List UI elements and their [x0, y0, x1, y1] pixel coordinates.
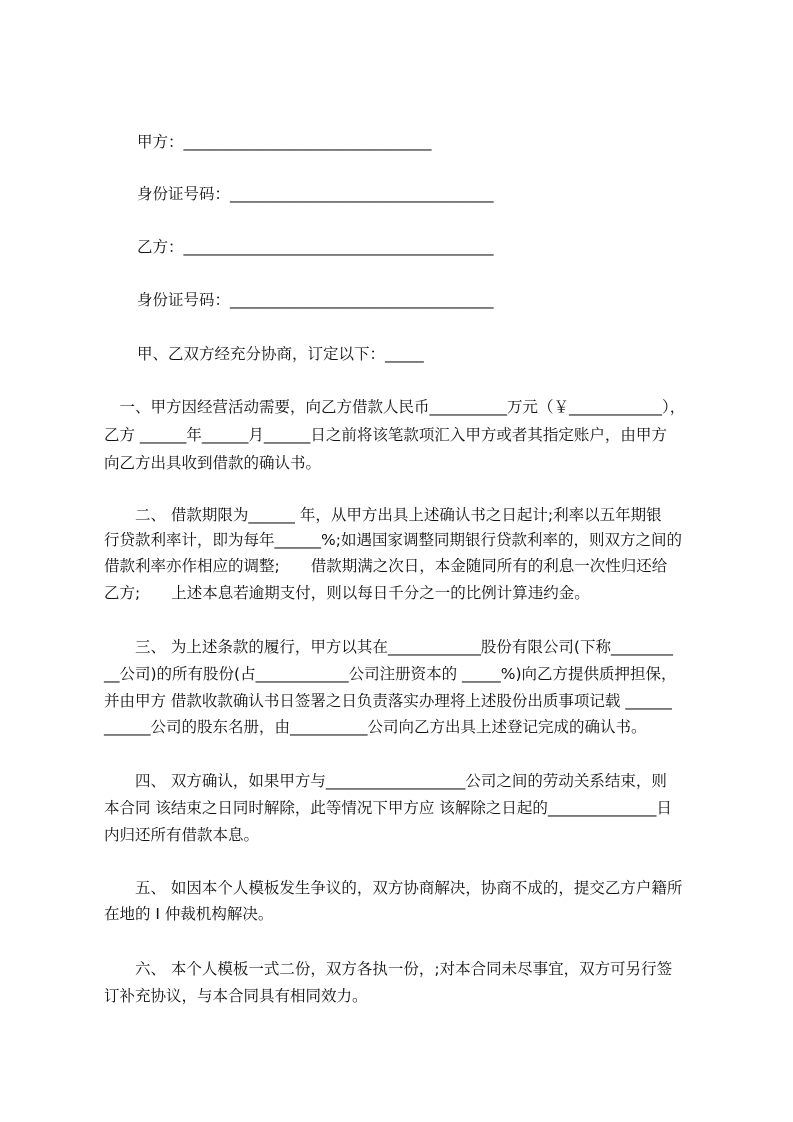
clause-4-line-2: 本合同 该结束之日同时解除，此等情况下甲方应 该解除之日起的______________日: [104, 799, 672, 817]
party-a-field: 甲方：________________________________: [137, 133, 432, 151]
clause-3-line-3: 并由甲方 借款收款确认书日签署之日负责落实办理将上述股份出质事项记载 ______: [104, 692, 672, 710]
clause-2-line-1: 二、 借款期限为______ 年，从甲方出具上述确认书之日起计;利率以五年期银: [104, 506, 662, 524]
clause-6-line-1: 六、 本个人模板一式二份，双方各执一份，;对本合同未尽事宜，双方可另行签: [104, 960, 673, 978]
clause-2-line-3: 借款利率亦作相应的调整; 借款期满之次日，本金随同所有的利息一次性归还给: [104, 557, 668, 575]
clause-4-line-1: 四、 双方确认，如果甲方与__________________公司之间的劳动关系结束，则: [104, 772, 667, 790]
clause-2-line-4: 乙方; 上述本息若逾期支付，则以每日千分之一的比例计算违约金。: [104, 584, 590, 602]
clause-1-line-3: 向乙方出具收到借款的确认书。: [104, 454, 322, 472]
clause-1-line-1: 一、甲方因经营活动需要，向乙方借款人民币__________万元（￥____________），: [104, 398, 686, 416]
clause-2-line-2: 行贷款利率计，即为每年______%;如遇国家调整同期银行贷款利率的，则双方之间的: [104, 531, 682, 549]
clause-3-line-2: __公司)的所有股份(占____________公司注册资本的 _____%)向乙方提供质押担保，: [104, 665, 677, 683]
party-a-id-field: 身份证号码：__________________________________: [137, 185, 494, 203]
clause-3-line-4: ______公司的股东名册，由__________公司向乙方出具上述登记完成的确认书。: [104, 718, 647, 736]
party-b-field: 乙方：________________________________________: [137, 238, 494, 256]
clause-4-line-3: 内归还所有借款本息。: [104, 826, 260, 844]
clause-1-line-2: 乙方 ______年______月______日之前将该笔款项汇入甲方或者其指定账户，由甲方: [104, 426, 667, 444]
clause-5-line-1: 五、 如因本个人模板发生争议的，双方协商解决，协商不成的，提交乙方户籍所: [104, 879, 683, 897]
clause-6-line-2: 订补充协议，与本合同具有相同效力。: [104, 987, 368, 1005]
party-b-id-field: 身份证号码：__________________________________: [137, 291, 494, 309]
clause-3-line-1: 三、 为上述条款的履行，甲方以其在____________股份有限公司(下称________: [104, 638, 673, 656]
clause-5-line-2: 在地的 I 仲裁机构解决。: [104, 905, 274, 923]
agreement-intro: 甲、乙双方经充分协商，订定以下：_____: [137, 345, 424, 363]
